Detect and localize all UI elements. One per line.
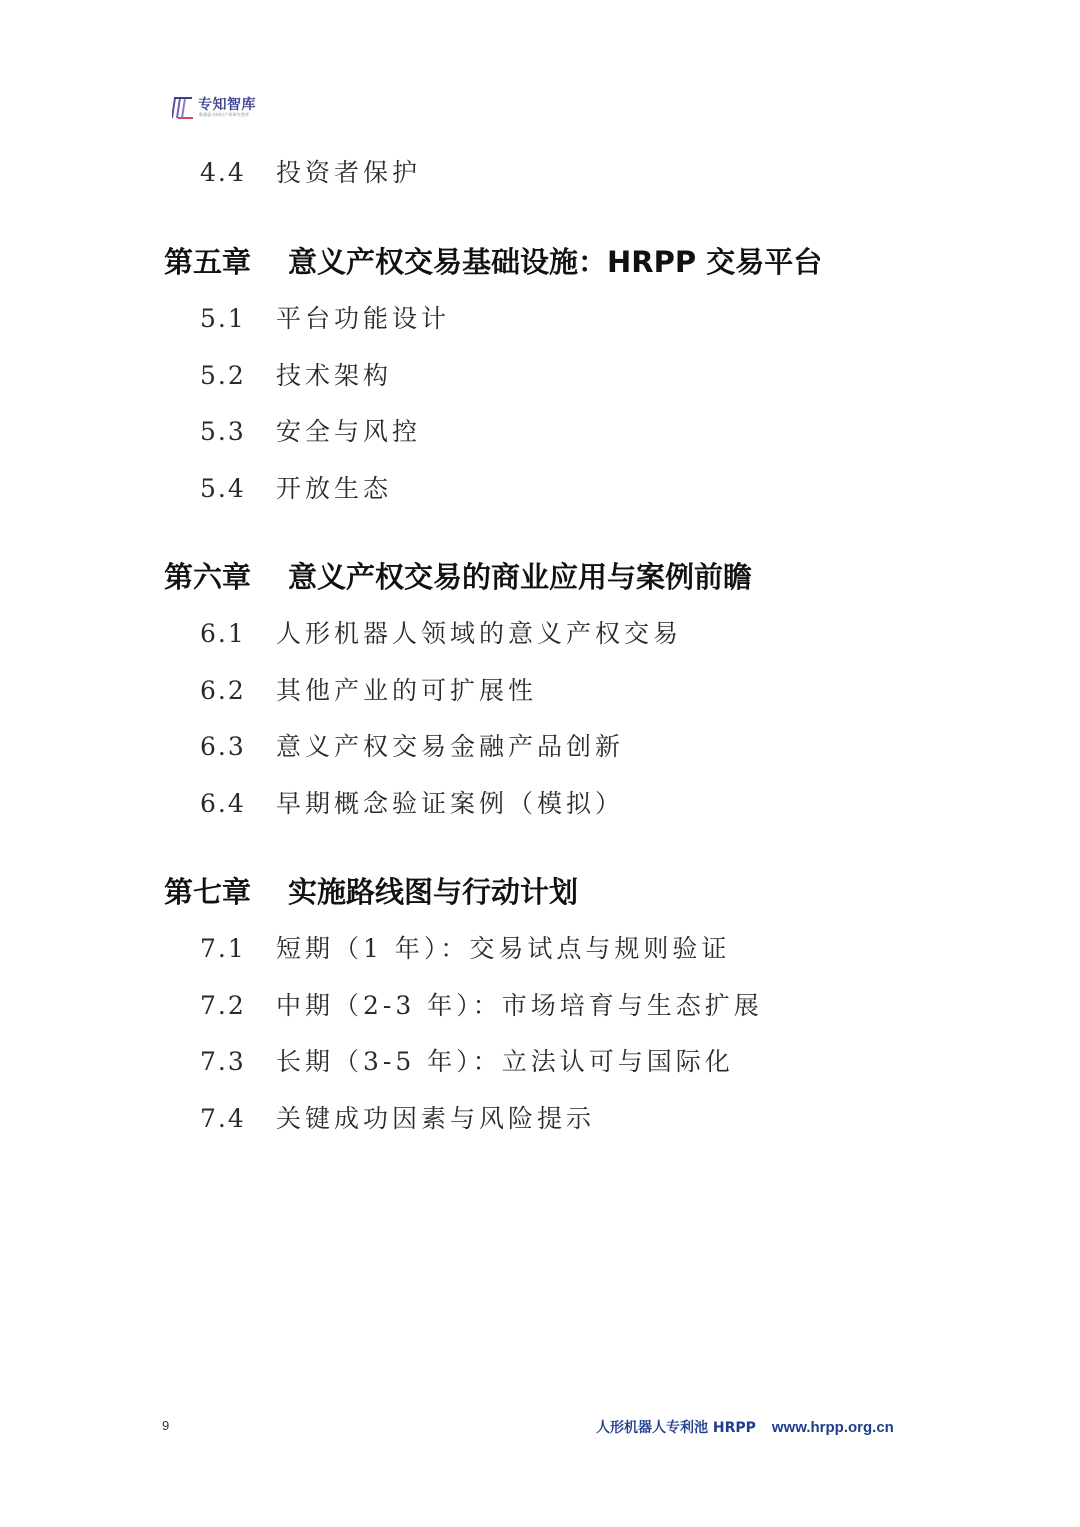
toc-title: 长期（3-5 年）：立法认可与国际化: [276, 1047, 734, 1076]
toc-title: 关键成功因素与风险提示: [276, 1104, 596, 1133]
chapter-title: 实施路线图与行动计划: [288, 875, 579, 909]
toc-number: 4.4: [200, 158, 246, 187]
chapter-label: 第七章: [164, 875, 252, 909]
toc-item-5-2[interactable]: [200, 361, 392, 391]
toc-item-7-3[interactable]: [200, 1047, 734, 1077]
toc-item-7-1[interactable]: [200, 934, 730, 964]
toc-title: 短期（1 年）：交易试点与规则验证: [276, 934, 731, 963]
toc-title: 其他产业的可扩展性: [276, 676, 538, 705]
toc-item-5-4[interactable]: [200, 474, 392, 504]
toc-title: 技术架构: [276, 361, 393, 390]
toc-number: 7.2: [200, 991, 246, 1020]
toc-item-4-4[interactable]: [200, 158, 421, 188]
toc-number: 5.3: [200, 417, 246, 446]
toc-title: 人形机器人领域的意义产权交易: [276, 619, 683, 648]
toc-item-6-4[interactable]: [200, 789, 624, 819]
logo-subtitle: 数据驱动知识产权研究智库: [199, 112, 250, 117]
toc-item-7-2[interactable]: [200, 991, 763, 1021]
chapter-label: 第六章: [164, 560, 252, 594]
toc-number: 5.2: [200, 361, 246, 390]
chapter-title: 意义产权交易基础设施：HRPP 交易平台: [288, 245, 823, 279]
toc-title: 平台功能设计: [276, 304, 451, 333]
toc-number: 7.1: [200, 934, 246, 963]
toc-title: 投资者保护: [276, 158, 422, 187]
toc-number: 5.4: [200, 474, 246, 503]
toc-item-5-1[interactable]: [200, 304, 450, 334]
toc-item-7-4[interactable]: [200, 1104, 595, 1134]
toc-chapter-5[interactable]: [164, 245, 822, 279]
toc-title: 安全与风控: [276, 417, 422, 446]
toc-number: 7.3: [200, 1047, 246, 1076]
footer-info: [596, 1417, 894, 1437]
logo-name: 专知智库: [198, 97, 256, 113]
toc-item-6-3[interactable]: [200, 732, 624, 762]
toc-number: 6.4: [200, 789, 246, 818]
toc-number: 5.1: [200, 304, 246, 333]
toc-chapter-6[interactable]: [164, 560, 752, 594]
toc-title: 开放生态: [276, 474, 393, 503]
chapter-title: 意义产权交易的商业应用与案例前瞻: [288, 560, 753, 594]
page-number: 9: [162, 1418, 170, 1433]
logo: [172, 96, 282, 124]
toc-chapter-7[interactable]: [164, 875, 578, 909]
toc-number: 7.4: [200, 1104, 246, 1133]
toc-item-5-3[interactable]: [200, 417, 421, 447]
footer-url[interactable]: www.hrpp.org.cn: [771, 1419, 894, 1436]
toc-number: 6.2: [200, 676, 246, 705]
toc-number: 6.3: [200, 732, 246, 761]
toc-title: 早期概念验证案例（模拟）: [276, 789, 625, 818]
toc-title: 意义产权交易金融产品创新: [276, 732, 625, 761]
chapter-label: 第五章: [164, 245, 252, 279]
footer-org: 人形机器人专利池 HRPP: [596, 1420, 756, 1436]
toc-title: 中期（2-3 年）：市场培育与生态扩展: [276, 991, 763, 1020]
toc-item-6-2[interactable]: [200, 676, 537, 706]
logo-mark-icon: [172, 96, 194, 120]
toc-item-6-1[interactable]: [200, 619, 682, 649]
toc-number: 6.1: [200, 619, 246, 648]
